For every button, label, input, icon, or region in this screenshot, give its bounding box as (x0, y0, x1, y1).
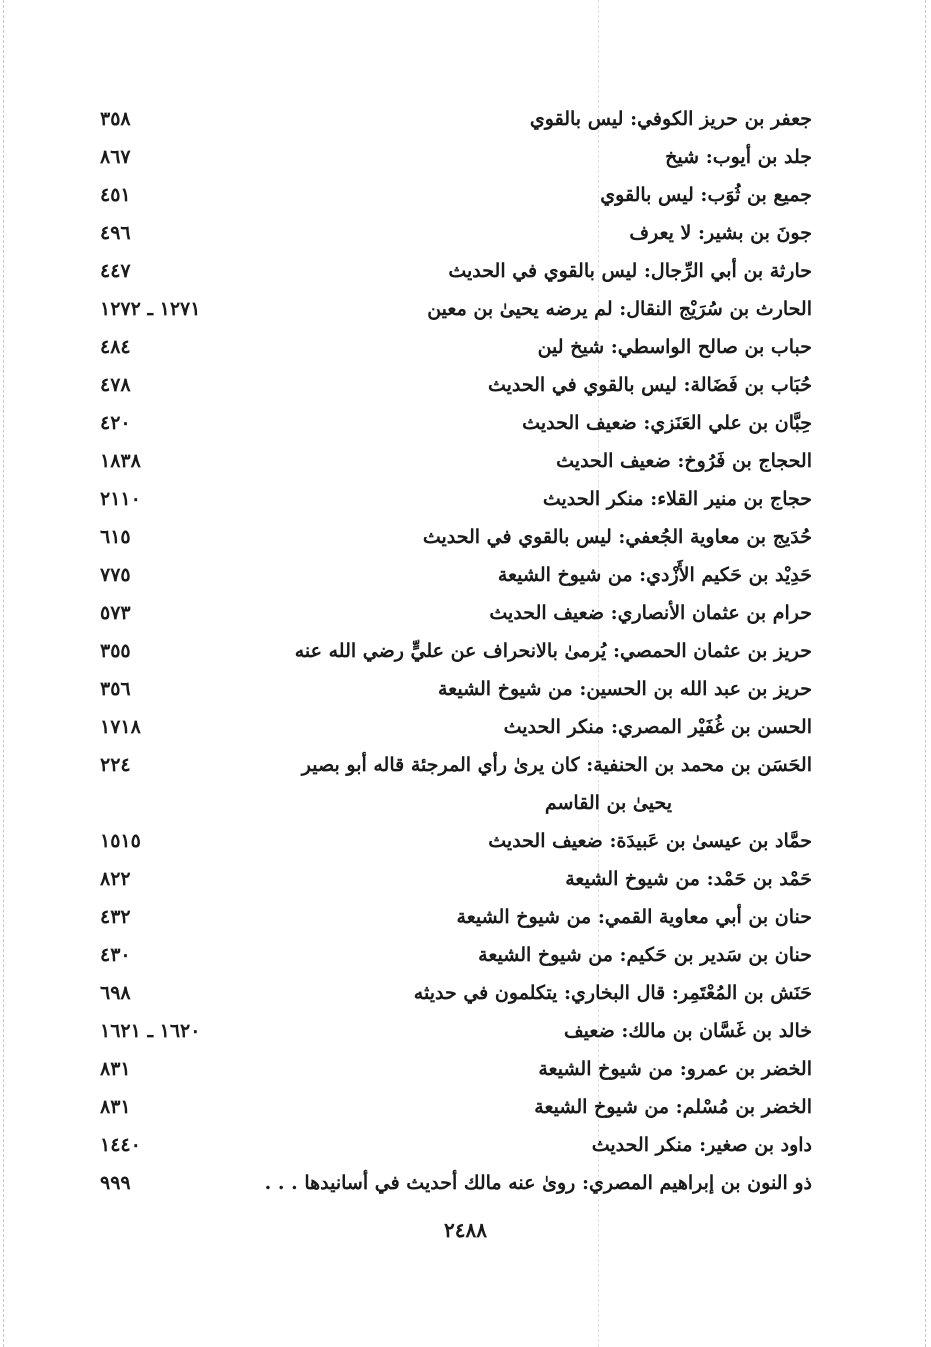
index-entry (100, 1164, 812, 1202)
index-entry (100, 1012, 812, 1050)
entry-text (556, 448, 812, 474)
narrator-verdict: من شيوخ الشيعة (456, 906, 592, 928)
entry-separator: : (614, 1020, 629, 1042)
index-entry (100, 252, 812, 290)
entry-number: ٧٧٥ (100, 564, 131, 586)
index-entry (100, 594, 812, 632)
entry-separator: : (623, 108, 638, 130)
entry-separator: : (606, 640, 620, 662)
entry-text (414, 980, 812, 1006)
entry-text (565, 866, 812, 892)
narrator-name: الحجاج بن فَرُوخ (684, 450, 812, 472)
narrator-verdict: من شيوخ الشيعة (497, 564, 633, 586)
narrator-verdict: ليس بالقوي في الحديث (422, 526, 612, 548)
entry-text (530, 106, 812, 132)
entry-number: ٤٨٤ (100, 336, 131, 358)
narrator-verdict: لا يعرف (629, 222, 692, 244)
entry-number: ٢١١٠ (100, 488, 141, 510)
index-entry (100, 404, 812, 442)
narrator-verdict: منكر الحديث (591, 1134, 693, 1156)
narrator-verdict: لم يرضه يحيىٰ بن معين (427, 298, 613, 320)
narrator-name: حرام بن عثمان الأنصاري (617, 602, 812, 624)
index-entry (100, 556, 812, 594)
entry-text (498, 562, 812, 588)
entry-number: ٤٢٠ (100, 412, 131, 434)
index-entry (100, 936, 812, 974)
entry-separator: : (632, 564, 647, 586)
narrator-verdict: قال البخاري: يتكلمون في حديثه (413, 982, 666, 1004)
entry-text (600, 182, 812, 208)
continuation-text: يحيىٰ بن القاسم (544, 792, 672, 814)
entry-number: ٤٣٢ (100, 906, 131, 928)
narrator-name: حَمْد بن حَمْد (713, 868, 812, 890)
narrator-verdict: ضعيف (564, 1020, 615, 1042)
entry-text (488, 372, 812, 398)
entry-separator: : (575, 1172, 589, 1194)
index-entry (100, 214, 812, 252)
entry-number: ٢٢٤ (100, 754, 131, 776)
entry-number: ٣٥٥ (100, 640, 131, 662)
entry-text (538, 1056, 812, 1082)
narrator-list-continued (100, 822, 812, 1202)
index-page (100, 100, 812, 1202)
index-entry (100, 670, 812, 708)
narrator-verdict: شيخ (665, 146, 700, 168)
narrator-name: جلد بن أيوب (712, 146, 812, 168)
index-entry (100, 100, 812, 138)
narrator-name: حُبَاب بن فَضَالة (690, 374, 812, 396)
entry-number: ٣٥٦ (100, 678, 131, 700)
entry-text (534, 1094, 812, 1120)
entry-text (448, 258, 812, 284)
entry-separator: : (637, 260, 651, 282)
index-entry (100, 480, 812, 518)
entry-separator: : (699, 868, 714, 890)
entry-separator: : (604, 336, 618, 358)
entry-separator: : (603, 602, 618, 624)
index-entry (100, 1050, 812, 1088)
narrator-verdict: من شيوخ الشيعة (534, 1096, 670, 1118)
narrator-name: حجاج بن منير القلاء (657, 488, 812, 510)
narrator-name: ذو النون بن إبراهيم المصري (588, 1172, 812, 1194)
index-entry (100, 632, 812, 670)
index-entry (100, 328, 812, 366)
entry-separator: : (669, 1096, 683, 1118)
narrator-name: حباب بن صالح الواسطي (617, 336, 812, 358)
entry-number: ٩٩٩ (100, 1172, 131, 1194)
entry-text (423, 524, 812, 550)
narrator-name: حِبَّان بن علي العَنَزي (650, 412, 812, 434)
entry-separator: : (691, 222, 706, 244)
narrator-verdict: ليس بالقوي في الحديث (487, 374, 677, 396)
entry-text (457, 904, 812, 930)
narrator-verdict: روىٰ عنه مالك أحديث في أسانيدها . . . (264, 1172, 576, 1194)
narrator-name: الخضر بن عمرو (686, 1058, 812, 1080)
narrator-verdict: منكر الحديث (542, 488, 644, 510)
entry-number: ٦٩٨ (100, 982, 131, 1004)
entry-text (629, 220, 812, 246)
entry-separator: : (572, 678, 587, 700)
entry-number: ٤٧٨ (100, 374, 131, 396)
entry-separator: : (611, 526, 626, 548)
entry-number: ١٨٣٨ (100, 450, 141, 472)
index-entry (100, 1088, 812, 1126)
narrator-verdict: ضعيف الحديث (489, 602, 604, 624)
entry-separator: : (602, 830, 617, 852)
entry-text (665, 144, 812, 170)
page-number: ٢٤٨٨ (444, 1218, 487, 1242)
narrator-name: جميع بن ثُوَب (707, 184, 812, 206)
narrator-name: حَدِيْد بن حَكيم الأَزْدي (646, 564, 812, 586)
narrator-name: حارثة بن أبي الرِّجال (650, 260, 812, 282)
narrator-verdict: ليس بالقوي (529, 108, 624, 130)
entry-number: ٤٩٦ (100, 222, 131, 244)
index-entry (100, 860, 812, 898)
entry-number: ١٤٤٠ (100, 1134, 141, 1156)
narrator-name: حريز بن عثمان الحمصي (619, 640, 812, 662)
entry-text (543, 486, 812, 512)
narrator-name: الحسن بن غُفَيْر المصري (618, 716, 812, 738)
index-entry (100, 290, 812, 328)
entry-number: ١٧١٨ (100, 716, 141, 738)
scan-guide-line-right (925, 0, 926, 1347)
narrator-name: خالد بن غَسَّان بن مالك (628, 1020, 812, 1042)
index-entry (100, 708, 812, 746)
narrator-list (100, 100, 812, 784)
entry-separator: : (692, 1134, 707, 1156)
entry-text (265, 1170, 812, 1196)
index-entry (100, 518, 812, 556)
narrator-verdict: من شيوخ الشيعة (478, 944, 613, 966)
entry-separator: : (612, 944, 627, 966)
entry-number: ٣٥٨ (100, 108, 131, 130)
entry-separator: : (591, 906, 605, 928)
index-entry (100, 898, 812, 936)
entry-text (522, 410, 812, 436)
index-entry (100, 1126, 812, 1164)
narrator-name: حنان بن أبي معاوية القمي (604, 906, 812, 928)
entry-number: ٨٣١ (100, 1058, 131, 1080)
narrator-name: حُدَيج بن معاوية الجُعفي (625, 526, 812, 548)
entry-separator: : (670, 450, 685, 472)
entry-number: ٨٦٧ (100, 146, 131, 168)
entry-number: ٨٣١ (100, 1096, 131, 1118)
entry-number: ٦١٥ (100, 526, 131, 548)
entry-text (504, 714, 812, 740)
narrator-name: الحارث بن سُرَيْج النقال (626, 298, 812, 320)
narrator-verdict: ضعيف الحديث (556, 450, 671, 472)
entry-text (302, 752, 812, 778)
entry-number: ١٦٢٠ ـ ١٦٢١ (100, 1020, 201, 1042)
entry-number: ١٥١٥ (100, 830, 141, 852)
index-entry (100, 822, 812, 860)
entry-separator: : (643, 488, 658, 510)
entry-text (427, 296, 812, 322)
entry-separator: : (579, 754, 594, 776)
entry-number: ٤٥١ (100, 184, 131, 206)
entry-continuation-line (100, 784, 812, 822)
narrator-name: حنان بن سَدير بن حَكيم (626, 944, 812, 966)
entry-separator: : (673, 1058, 687, 1080)
narrator-verdict: ضعيف الحديث (522, 412, 637, 434)
entry-text (538, 334, 812, 360)
entry-number: ٥٧٣ (100, 602, 131, 624)
entry-separator: : (665, 982, 679, 1004)
index-entry (100, 746, 812, 784)
entry-separator: : (693, 184, 708, 206)
narrator-name: حريز بن عبد الله بن الحسين (586, 678, 812, 700)
entry-number: ٨٢٢ (100, 868, 131, 890)
entry-text (489, 600, 812, 626)
entry-text (478, 942, 812, 968)
narrator-name: حَنَش بن المُعْتَمِر (678, 982, 812, 1004)
index-entry (100, 138, 812, 176)
narrator-verdict: يُرمىٰ بالانحراف عن عليٍّ رضي الله عنه (294, 640, 607, 662)
entry-separator: : (676, 374, 691, 396)
entry-separator: : (699, 146, 713, 168)
entry-number: ١٢٧١ ـ ١٢٧٢ (100, 298, 201, 320)
index-entry (100, 442, 812, 480)
narrator-verdict: من شيوخ الشيعة (538, 1058, 674, 1080)
narrator-name: الحَسَن بن محمد بن الحنفية (593, 754, 812, 776)
scan-guide-line-left (3, 0, 4, 1347)
narrator-name: الخضر بن مُسْلم (682, 1096, 812, 1118)
entry-text (592, 1132, 812, 1158)
entry-text (564, 1018, 812, 1044)
index-entry (100, 366, 812, 404)
narrator-verdict: ضعيف الحديث (488, 830, 603, 852)
narrator-verdict: ليس بالقوي (600, 184, 694, 206)
narrator-verdict: شيخ لين (537, 336, 605, 358)
entry-text (438, 676, 812, 702)
entry-separator: : (636, 412, 651, 434)
entry-separator: : (604, 716, 618, 738)
narrator-verdict: من شيوخ الشيعة (565, 868, 700, 890)
index-entry (100, 176, 812, 214)
entry-number: ٤٤٧ (100, 260, 131, 282)
narrator-verdict: ليس بالقوي في الحديث (448, 260, 638, 282)
narrator-name: حمَّاد بن عيسىٰ بن عَبيدَة (616, 830, 812, 852)
entry-number: ٤٣٠ (100, 944, 131, 966)
narrator-verdict: منكر الحديث (503, 716, 605, 738)
narrator-verdict: كان يرىٰ رأي المرجئة قاله أبو بصير (301, 754, 580, 776)
narrator-verdict: من شيوخ الشيعة (437, 678, 573, 700)
narrator-name: جعفر بن حريز الكوفي (637, 108, 812, 130)
entry-separator: : (612, 298, 627, 320)
entry-text (488, 828, 812, 854)
narrator-name: داود بن صغير (706, 1134, 812, 1156)
index-entry (100, 974, 812, 1012)
narrator-name: جونَ بن بشير (705, 222, 812, 244)
entry-text (295, 638, 812, 664)
